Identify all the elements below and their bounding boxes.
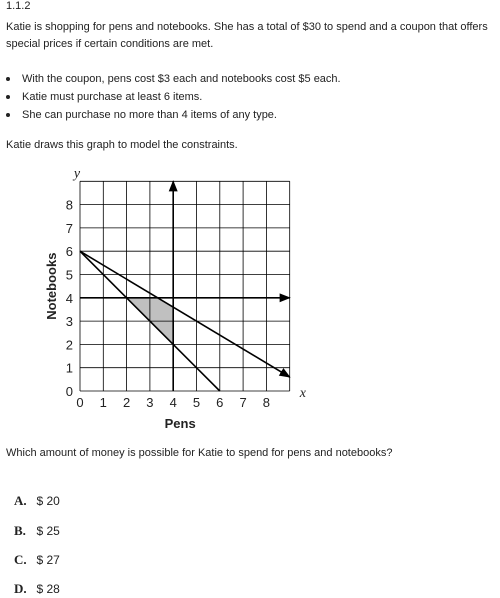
y-axis-title: Notebooks — [44, 252, 59, 320]
x-tick-label: 3 — [146, 395, 154, 410]
y-tick-label: 1 — [65, 360, 73, 376]
constraint-graph — [40, 165, 310, 435]
choice-letter: B. — [14, 523, 26, 538]
conditions-list — [6, 70, 341, 124]
x-tick-label: 0 — [76, 395, 84, 410]
choice-value: $ 28 — [36, 582, 60, 596]
constraint-line — [80, 251, 290, 377]
x-tick-label: 7 — [239, 395, 247, 410]
x-tick-label: 8 — [262, 395, 271, 410]
y-tick-label: 3 — [65, 314, 73, 330]
choice-letter: D. — [14, 581, 27, 596]
choice-value: $ 25 — [36, 524, 60, 538]
y-tick-label: 8 — [65, 197, 73, 213]
x-axis-letter: x — [299, 386, 306, 401]
y-axis-letter: y — [73, 166, 81, 182]
condition-item: Katie must purchase at least 6 items. — [6, 88, 341, 106]
y-tick-label: 7 — [65, 220, 73, 236]
x-tick-label: 6 — [216, 395, 224, 410]
y-tick-label: 5 — [65, 267, 73, 283]
choice-a[interactable] — [14, 492, 60, 510]
x-tick-label: 2 — [122, 395, 131, 410]
choice-c[interactable] — [14, 551, 60, 569]
x-tick-label: 1 — [99, 395, 107, 410]
graph-intro-text: Katie draws this graph to model the constraints. — [6, 139, 238, 151]
y-tick-label: 4 — [65, 290, 73, 306]
choice-letter: C. — [14, 552, 27, 567]
choice-d[interactable] — [14, 580, 60, 598]
y-tick-label: 0 — [65, 384, 73, 399]
choice-value: $ 20 — [36, 494, 60, 508]
question-id: 1.1.2 — [6, 0, 31, 12]
y-tick-label: 6 — [65, 244, 73, 260]
x-tick-label: 4 — [169, 395, 177, 410]
x-axis-title: Pens — [164, 416, 196, 431]
condition-item: She can purchase no more than 4 items of any type. — [6, 106, 341, 124]
y-tick-label: 2 — [65, 337, 73, 353]
choice-letter: A. — [14, 493, 27, 508]
condition-item: With the coupon, pens cost $3 each and notebooks cost $5 each. — [6, 70, 341, 88]
intro-text: Katie is shopping for pens and notebooks. She has a total of $30 to spend and a coupon that offers special prices if certain conditions are met. — [6, 21, 488, 50]
choice-value: $ 27 — [36, 553, 60, 567]
x-tick-label: 5 — [192, 395, 201, 410]
choice-b[interactable] — [14, 522, 60, 540]
question-text: Which amount of money is possible for Katie to spend for pens and notebooks? — [6, 447, 393, 459]
